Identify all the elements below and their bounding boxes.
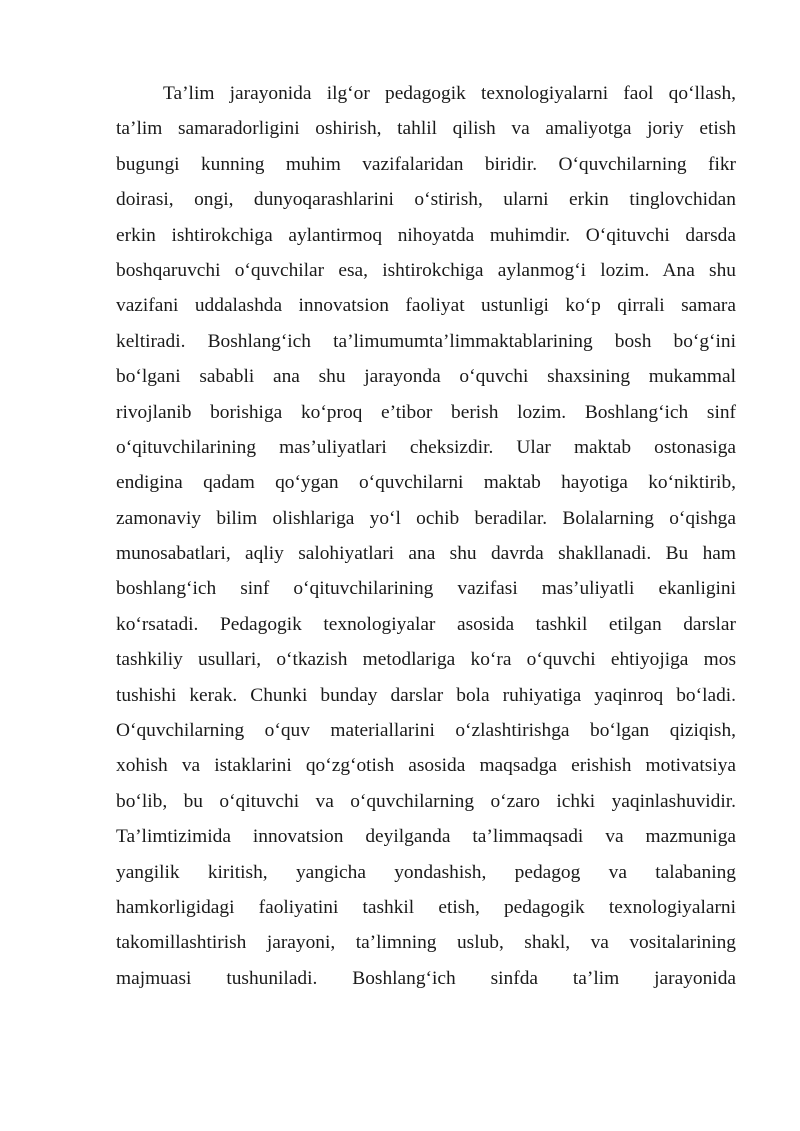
paragraph-line: bo‘lgani sababli ana shu jarayonda o‘quvchi shaxsining mukammal — [116, 366, 736, 388]
paragraph-line: tushishi kerak. Chunki bunday darslar bola ruhiyatiga yaqinroq bo‘ladi. — [116, 684, 736, 706]
paragraph-line: bo‘lib, bu o‘qituvchi va o‘quvchilarning o‘zaro ichki yaqinlashuvidir. — [116, 790, 736, 812]
paragraph-line: hamkorligidagi faoliyatini tashkil etish, pedagogik texnologiyalarni — [116, 896, 736, 918]
paragraph-line: takomillashtirish jarayoni, ta’limning uslub, shakl, va vositalarining — [116, 932, 736, 954]
paragraph-line: tashkiliy usullari, o‘tkazish metodlariga ko‘ra o‘quvchi ehtiyojiga mos — [116, 649, 736, 671]
paragraph-line: ko‘rsatadi. Pedagogik texnologiyalar asosida tashkil etilgan darslar — [116, 613, 736, 635]
paragraph-line: yangilik kiritish, yangicha yondashish, pedagog va talabaning — [116, 861, 736, 883]
paragraph-line: ta’lim samaradorligini oshirish, tahlil qilish va amaliyotga joriy etish — [116, 118, 736, 140]
paragraph-line: erkin ishtirokchiga aylantirmoq nihoyatda muhimdir. O‘qituvchi darsda — [116, 224, 736, 246]
paragraph-line: zamonaviy bilim olishlariga yo‘l ochib beradilar. Bolalarning o‘qishga — [116, 507, 736, 529]
body-paragraph — [116, 76, 736, 996]
paragraph-line: xohish va istaklarini qo‘zg‘otish asosida maqsadga erishish motivatsiya — [116, 755, 736, 777]
paragraph-line: rivojlanib borishiga ko‘proq e’tibor berish lozim. Boshlang‘ich sinf — [116, 401, 736, 423]
paragraph-line: keltiradi. Boshlang‘ich ta’limumumta’limmaktablarining bosh bo‘g‘ini — [116, 330, 736, 352]
paragraph-line: O‘quvchilarning o‘quv materiallarini o‘zlashtirishga bo‘lgan qiziqish, — [116, 720, 736, 742]
paragraph-line: Ta’lim jarayonida ilg‘or pedagogik texnologiyalarni faol qo‘llash, — [163, 83, 736, 104]
paragraph-line: bugungi kunning muhim vazifalaridan biridir. O‘quvchilarning fikr — [116, 153, 736, 175]
paragraph-line: boshlang‘ich sinf o‘qituvchilarining vazifasi mas’uliyatli ekanligini — [116, 578, 736, 600]
paragraph-line: Ta’limtizimida innovatsion deyilganda ta’limmaqsadi va mazmuniga — [116, 826, 736, 848]
paragraph-line: munosabatlari, aqliy salohiyatlari ana shu davrda shakllanadi. Bu ham — [116, 543, 736, 565]
paragraph-line: doirasi, ongi, dunyoqarashlarini o‘stirish, ularni erkin tinglovchidan — [116, 189, 736, 211]
paragraph-line: o‘qituvchilarining mas’uliyatlari cheksizdir. Ular maktab ostonasiga — [116, 436, 736, 458]
paragraph-line: endigina qadam qo‘ygan o‘quvchilarni maktab hayotiga ko‘niktirib, — [116, 472, 736, 494]
paragraph-line: boshqaruvchi o‘quvchilar esa, ishtirokchiga aylanmog‘i lozim. Ana shu — [116, 259, 736, 281]
paragraph-line: vazifani uddalashda innovatsion faoliyat ustunligi ko‘p qirrali samara — [116, 295, 736, 317]
paragraph-line: majmuasi tushuniladi. Boshlang‘ich sinfda ta’lim jarayonida — [116, 967, 736, 989]
